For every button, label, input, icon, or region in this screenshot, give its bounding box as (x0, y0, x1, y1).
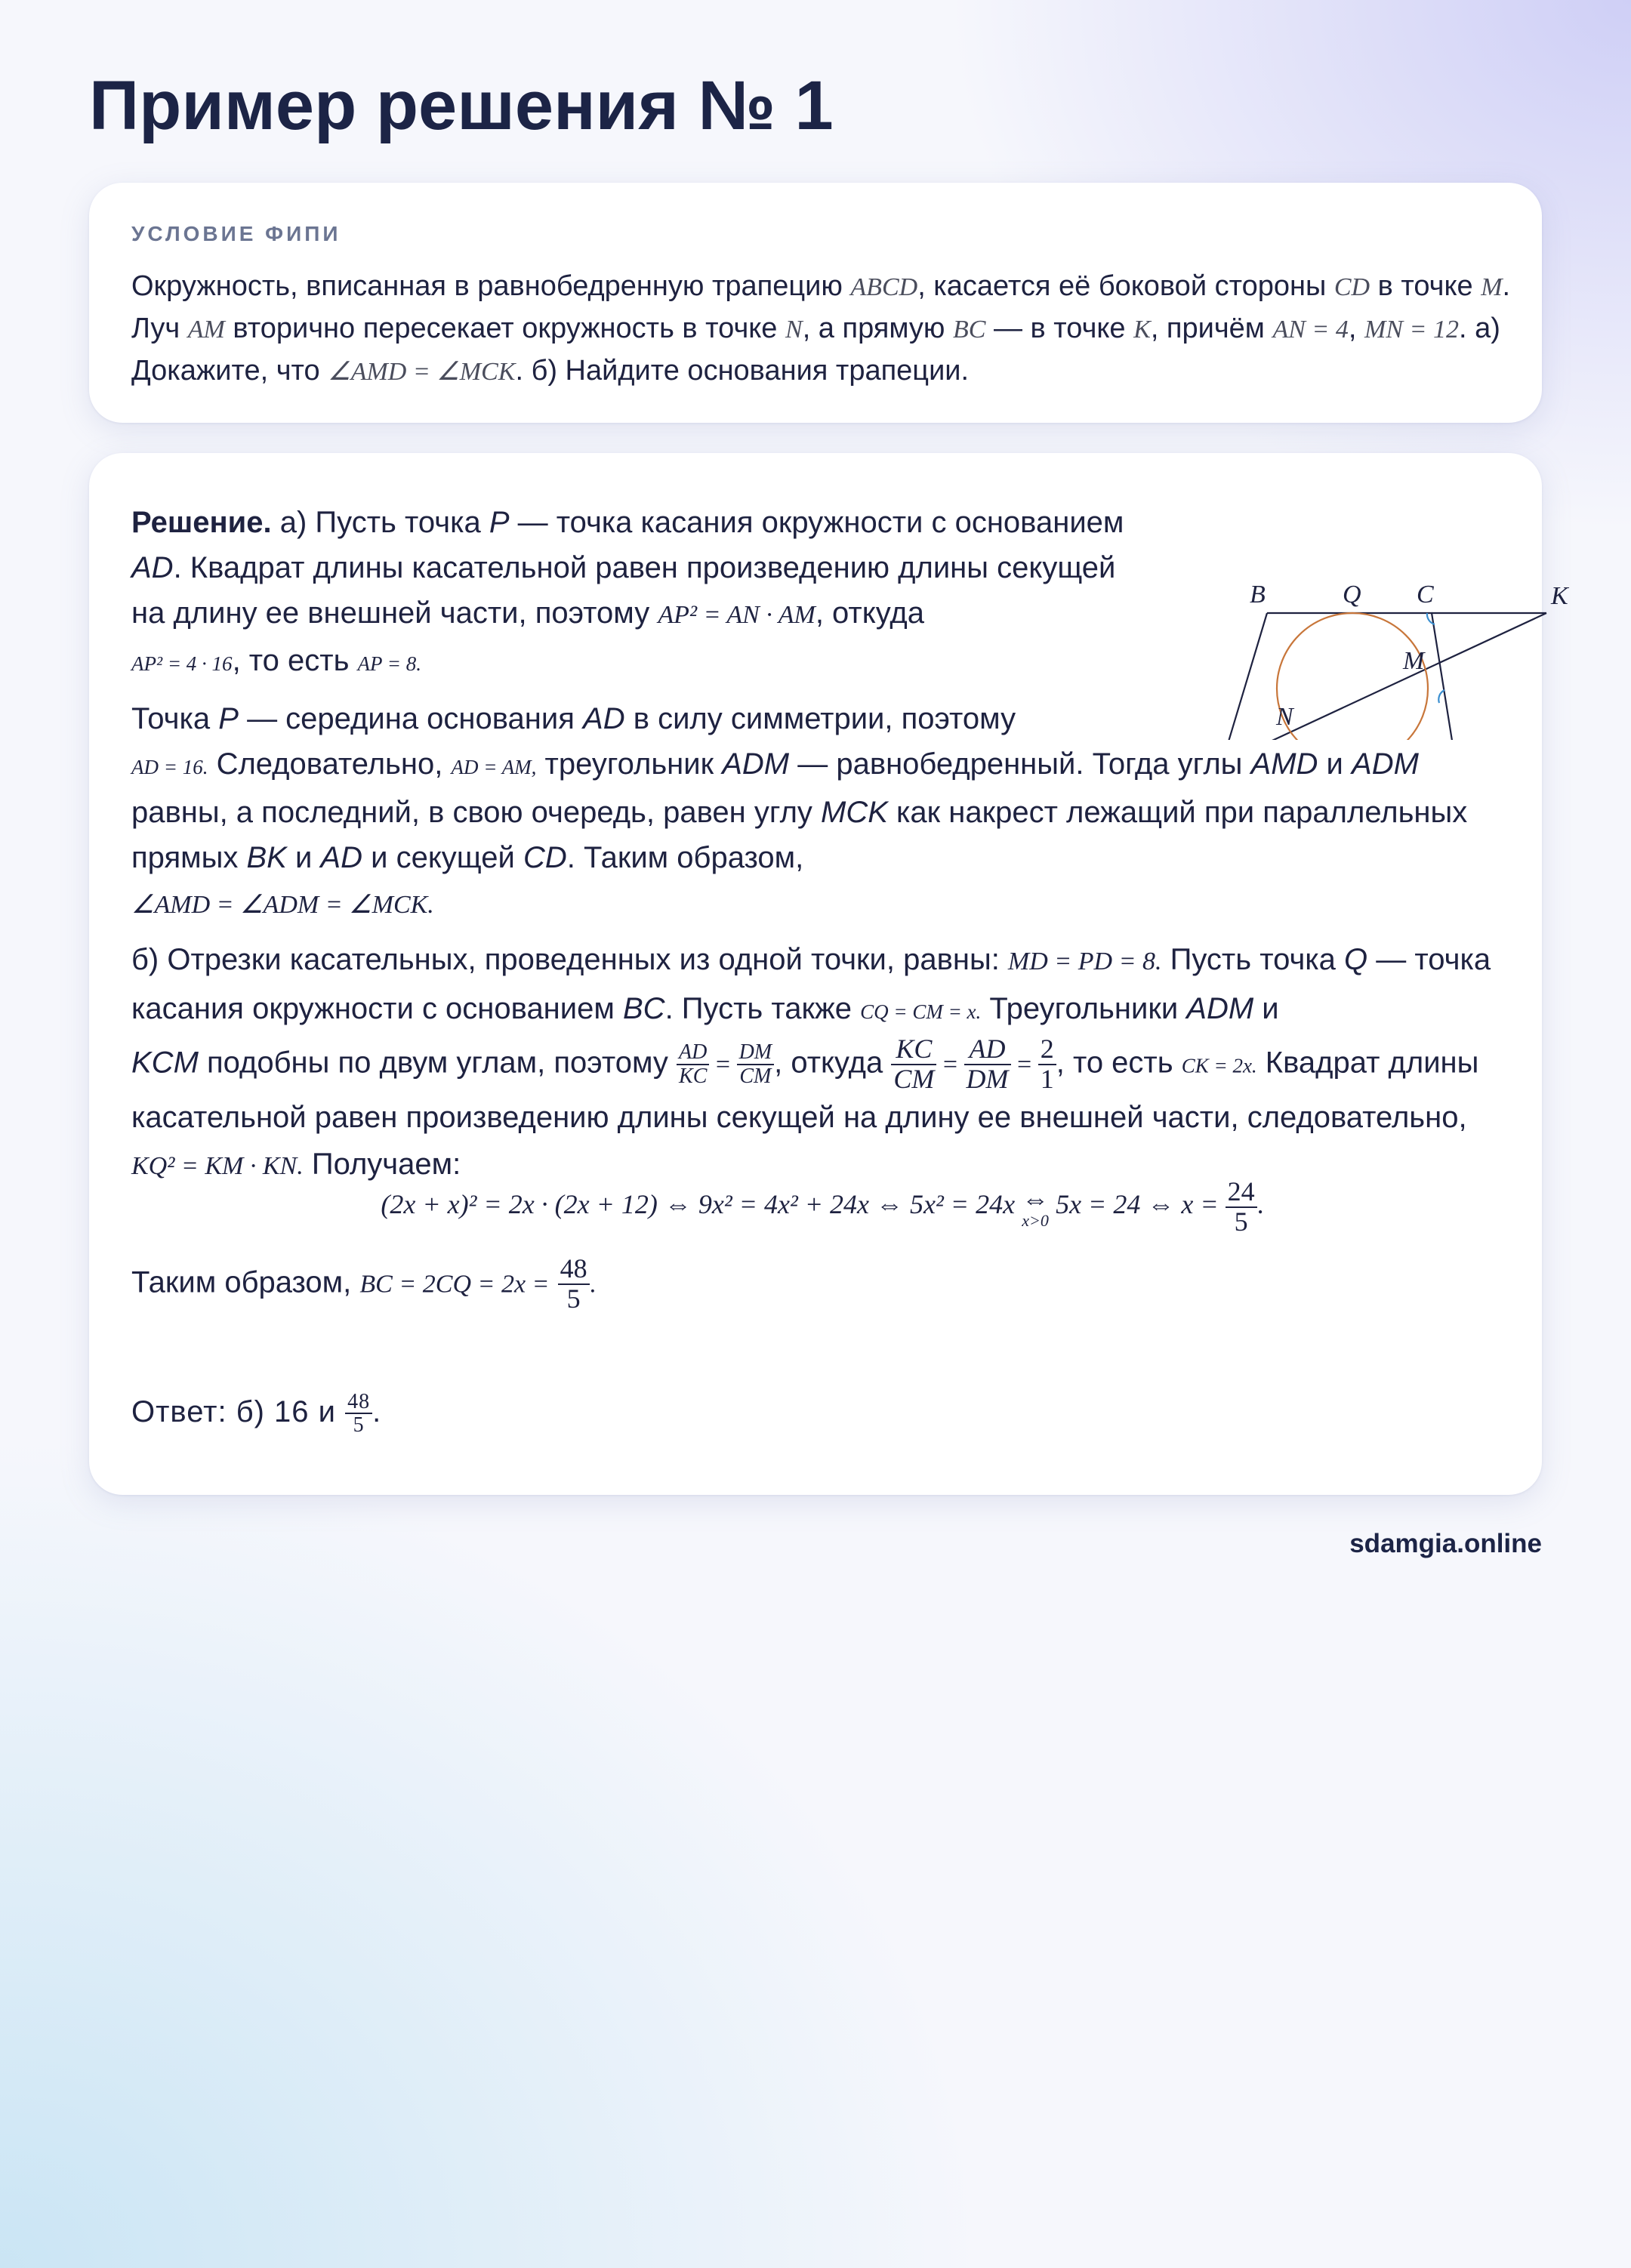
text: б) Отрезки касательных, проведенных из одной точки, равны: (131, 943, 1008, 976)
math-mn-value: MN = 12 (1364, 316, 1459, 344)
text: подобны по двум углам, поэтому (198, 1046, 677, 1080)
text: как накрест лежащий при параллельных прямых (131, 796, 1468, 874)
var: AD (131, 551, 174, 584)
text: Следовательно, (208, 747, 452, 781)
condition-text-part: вторично пересекает окружность в точке (233, 313, 778, 344)
condition-text-part: . Луч (131, 270, 1511, 344)
label-b: B (1250, 581, 1266, 609)
label-k: K (1551, 582, 1568, 610)
var: BC (622, 992, 665, 1025)
text: , откуда (815, 596, 924, 630)
text: , то есть (1056, 1046, 1182, 1080)
var: ADM (722, 747, 790, 781)
text: и секущей (362, 841, 523, 874)
text: . (372, 1395, 382, 1428)
var: AD (320, 841, 362, 874)
math: CK = 2x. (1181, 1054, 1257, 1077)
math-k: K (1133, 316, 1151, 344)
text: Квадрат длины касательной равен произведению длины секущей на длину ее внешней части, следовательно, (131, 1046, 1479, 1134)
fraction-ad-dm: $\frac{AD}{DM}$ (964, 1035, 1011, 1094)
solution-part-b (131, 936, 1513, 1190)
fraction-ad-kc: $\frac{AD}{KC}$ (677, 1041, 709, 1087)
brand-link[interactable]: sdamgia.online (1349, 1529, 1542, 1558)
condition-text-part: в точке (1377, 270, 1473, 302)
text: . Таким образом, (566, 841, 804, 874)
text: и (1253, 992, 1279, 1025)
text: равны, а последний, в свою очередь, равен углу (131, 796, 822, 829)
var: P (489, 506, 510, 539)
text: — равнобедренный. Тогда углы (789, 747, 1251, 781)
math-eq: = (936, 1050, 964, 1079)
math: AP = 8. (357, 652, 422, 675)
condition-text-part: . а) Докажите, что (131, 313, 1500, 387)
page-title: Пример решения № 1 (89, 67, 834, 144)
label-c: C (1417, 581, 1434, 609)
solution-card (89, 453, 1568, 1495)
text: Точка (131, 702, 219, 735)
answer-fraction: $\frac{48}{5}$ (345, 1391, 372, 1437)
math: AP² = AN · AM (658, 601, 815, 629)
text: . Квадрат длины касательной равен произведению длины секущей на длину ее внешней части, поэтому (131, 551, 1116, 630)
math: MD = PD = 8. (1007, 948, 1162, 975)
text: — середина основания (238, 702, 584, 735)
var: P (218, 702, 239, 735)
text: и (286, 841, 321, 874)
var: ADM (1186, 992, 1254, 1025)
math: AD = AM, (451, 756, 537, 778)
fraction-kc-cm: $\frac{KC}{CM}$ (891, 1035, 936, 1094)
text: , откуда (774, 1046, 892, 1080)
math: AP² = 4 · 16 (131, 652, 233, 675)
answer-label: Ответ: б) 16 и (131, 1395, 346, 1428)
var: KCM (131, 1046, 199, 1080)
condition-label: УСЛОВИЕ ФИПИ (131, 222, 341, 245)
label-q: Q (1343, 581, 1361, 609)
equation-main: (2x + x)² = 2x · (2x + 12) ⇔ 9x² = 4x² + 24x ⇔ 5x² = 24x (381, 1189, 1016, 1220)
text: Пусть точка (1161, 943, 1345, 976)
math-n: N (785, 316, 803, 344)
math: CQ = CM = x. (860, 1000, 982, 1023)
var: AMD (1250, 747, 1318, 781)
condition-card (89, 183, 1542, 423)
math-an-value: AN = 4 (1272, 316, 1349, 344)
condition-text-part: — в точке (994, 313, 1126, 344)
var: Q (1344, 943, 1368, 976)
label-n: N (1276, 703, 1293, 731)
fraction-2-1: $\frac{2}{1}$ (1038, 1035, 1056, 1094)
solution-part-a (131, 500, 1136, 686)
text: . Пусть также (664, 992, 861, 1025)
condition-text-part: , касается её боковой стороны (917, 270, 1327, 302)
text: — точка касания окружности с основанием (131, 943, 1491, 1025)
text: треугольник (536, 747, 723, 781)
condition-text (131, 266, 1513, 393)
text: . (589, 1270, 597, 1299)
math: BC = 2CQ = 2x = (359, 1270, 550, 1299)
solution-part-a-cont (131, 696, 1513, 928)
math-bc: BC (952, 316, 986, 344)
math: ∠AMD = ∠ADM = ∠MCK. (131, 891, 434, 919)
var: CD (523, 841, 567, 874)
var: ADM (1352, 747, 1419, 781)
equation-tail: 5x = 24 ⇔ x = (1056, 1189, 1219, 1220)
text: . (1256, 1189, 1264, 1220)
text: Таким образом, (131, 1265, 360, 1299)
math: AD = 16. (131, 756, 208, 778)
math-eq: = (709, 1050, 737, 1079)
fraction-48-5: $\frac{48}{5}$ (558, 1255, 590, 1314)
text: в силу симметрии, поэтому (624, 702, 1016, 735)
text: Получаем: (303, 1147, 461, 1181)
text: и (1318, 747, 1352, 781)
math: KQ² = KM · KN. (131, 1151, 304, 1180)
condition-text-part: , причём (1150, 313, 1265, 344)
solution-lead: Решение. (131, 506, 272, 539)
math-m: M (1481, 273, 1503, 301)
var: BK (246, 841, 287, 874)
condition-text-part: , а прямую (802, 313, 945, 344)
math-am: AM (187, 316, 225, 344)
text: Треугольники (981, 992, 1187, 1025)
condition-text-part: , (1348, 313, 1357, 344)
var: AD (583, 702, 625, 735)
math-angle-equality: ∠AMD = ∠MCK (328, 358, 516, 386)
text: а) Пусть точка (271, 506, 489, 539)
label-m: M (1403, 647, 1425, 675)
answer (131, 1389, 1513, 1437)
condition-text-part: Окружность, вписанная в равнобедренную трапецию (131, 270, 843, 302)
math-abcd: ABCD (850, 273, 918, 301)
math-cd: CD (1333, 273, 1370, 301)
text: — точка касания окружности с основанием (509, 506, 1124, 539)
equation-block (131, 1178, 1513, 1237)
var: MCK (821, 796, 888, 829)
math-eq: = (1010, 1050, 1038, 1079)
text: , то есть (232, 644, 358, 677)
fraction-dm-cm: $\frac{DM}{CM}$ (737, 1041, 775, 1087)
equation-conditional-arrow: ⇔ x>0 (1022, 1183, 1050, 1230)
condition-text-part: . б) Найдите основания трапеции. (515, 355, 970, 387)
fraction-24-5: $\frac{24}{5}$ (1226, 1178, 1257, 1237)
solution-conclusion (131, 1255, 1513, 1314)
